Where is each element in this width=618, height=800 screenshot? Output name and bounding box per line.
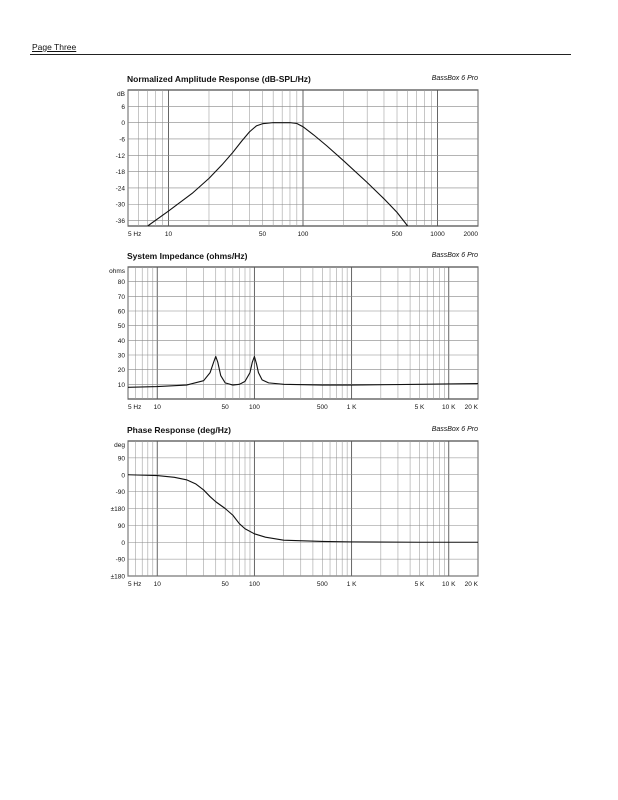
phase-xtick-label: 5 Hz: [128, 581, 142, 588]
amplitude-chart-brand: BassBox 6 Pro: [431, 75, 478, 82]
amplitude-ytick-label: -6: [119, 136, 125, 144]
amplitude-chart-title: Normalized Amplitude Response (dB-SPL/Hz): [127, 74, 311, 84]
impedance-ytick-label: 70: [117, 293, 125, 301]
amplitude-ytick-label: -12: [115, 152, 125, 160]
phase-xtick-label: 50: [221, 581, 229, 588]
amplitude-xtick-label: 10: [164, 231, 173, 238]
amplitude-ytick-label: 6: [121, 103, 125, 111]
impedance-chart-title: System Impedance (ohms/Hz): [127, 251, 248, 261]
amplitude-xtick-label: 500: [391, 231, 403, 238]
phase-ytick-label: 0: [121, 472, 125, 480]
page-header-label: Page Three: [32, 42, 77, 52]
impedance-ytick-label: 30: [117, 352, 125, 360]
impedance-xtick-label: 5 K: [414, 404, 425, 411]
impedance-xtick-label: 100: [248, 404, 260, 411]
amplitude-chart: [100, 74, 490, 242]
impedance-xtick-label: 1 K: [346, 404, 357, 411]
phase-plot: [100, 437, 490, 592]
page-header: [30, 44, 571, 55]
amplitude-xtick-label: 5 Hz: [128, 231, 142, 238]
phase-ytick-label: -90: [115, 489, 125, 497]
amplitude-ytick-label: -18: [115, 169, 125, 177]
phase-ytick-label: ±180: [110, 506, 125, 513]
impedance-yunit-label: ohms: [109, 268, 125, 275]
impedance-chart: [100, 251, 490, 415]
impedance-ytick-label: 10: [117, 381, 125, 389]
phase-ytick-label: -90: [115, 556, 125, 564]
phase-xtick-label: 100: [248, 581, 260, 588]
impedance-xtick-label: 10 K: [442, 404, 456, 411]
phase-chart: [100, 425, 490, 592]
amplitude-xtick-label: 2000: [463, 231, 478, 238]
impedance-ytick-label: 40: [117, 337, 125, 345]
amplitude-yunit-label: dB: [117, 91, 125, 98]
phase-ytick-label: 90: [117, 455, 125, 463]
impedance-ytick-label: 20: [117, 367, 125, 375]
amplitude-ytick-label: -24: [115, 185, 125, 193]
impedance-xtick-label: 5 Hz: [128, 404, 142, 411]
impedance-xtick-label: 20 K: [464, 404, 478, 411]
amplitude-ytick-label: -30: [115, 201, 125, 209]
impedance-xtick-label: 10: [153, 404, 161, 411]
phase-xtick-label: 10 K: [442, 581, 456, 588]
phase-xtick-label: 1 K: [346, 581, 357, 588]
phase-ytick-label: 0: [121, 539, 125, 547]
amplitude-ytick-label: 0: [121, 120, 125, 128]
amplitude-series-line: [148, 123, 408, 226]
impedance-ytick-label: 60: [117, 308, 125, 316]
phase-chart-title: Phase Response (deg/Hz): [127, 425, 231, 435]
amplitude-ytick-label: -36: [115, 218, 125, 226]
impedance-plot: [100, 263, 490, 415]
amplitude-plot: [100, 86, 490, 242]
impedance-ytick-label: 50: [117, 323, 125, 331]
amplitude-xtick-label: 1000: [430, 231, 445, 238]
phase-ytick-label: 90: [117, 522, 125, 530]
impedance-plot-frame: [128, 267, 478, 399]
impedance-series-line: [128, 356, 478, 387]
phase-chart-brand: BassBox 6 Pro: [431, 426, 478, 433]
amplitude-xtick-label: 100: [297, 231, 309, 238]
impedance-xtick-label: 500: [316, 404, 328, 411]
amplitude-xtick-label: 50: [258, 231, 267, 238]
phase-xtick-label: 500: [316, 581, 328, 588]
impedance-xtick-label: 50: [221, 404, 229, 411]
impedance-ytick-label: 80: [117, 279, 125, 287]
phase-xtick-label: 20 K: [464, 581, 478, 588]
phase-ytick-label: ±180: [110, 573, 125, 581]
phase-yunit-label: deg: [114, 442, 125, 449]
phase-xtick-label: 5 K: [414, 581, 425, 588]
impedance-chart-brand: BassBox 6 Pro: [431, 252, 478, 259]
phase-xtick-label: 10: [153, 581, 161, 588]
